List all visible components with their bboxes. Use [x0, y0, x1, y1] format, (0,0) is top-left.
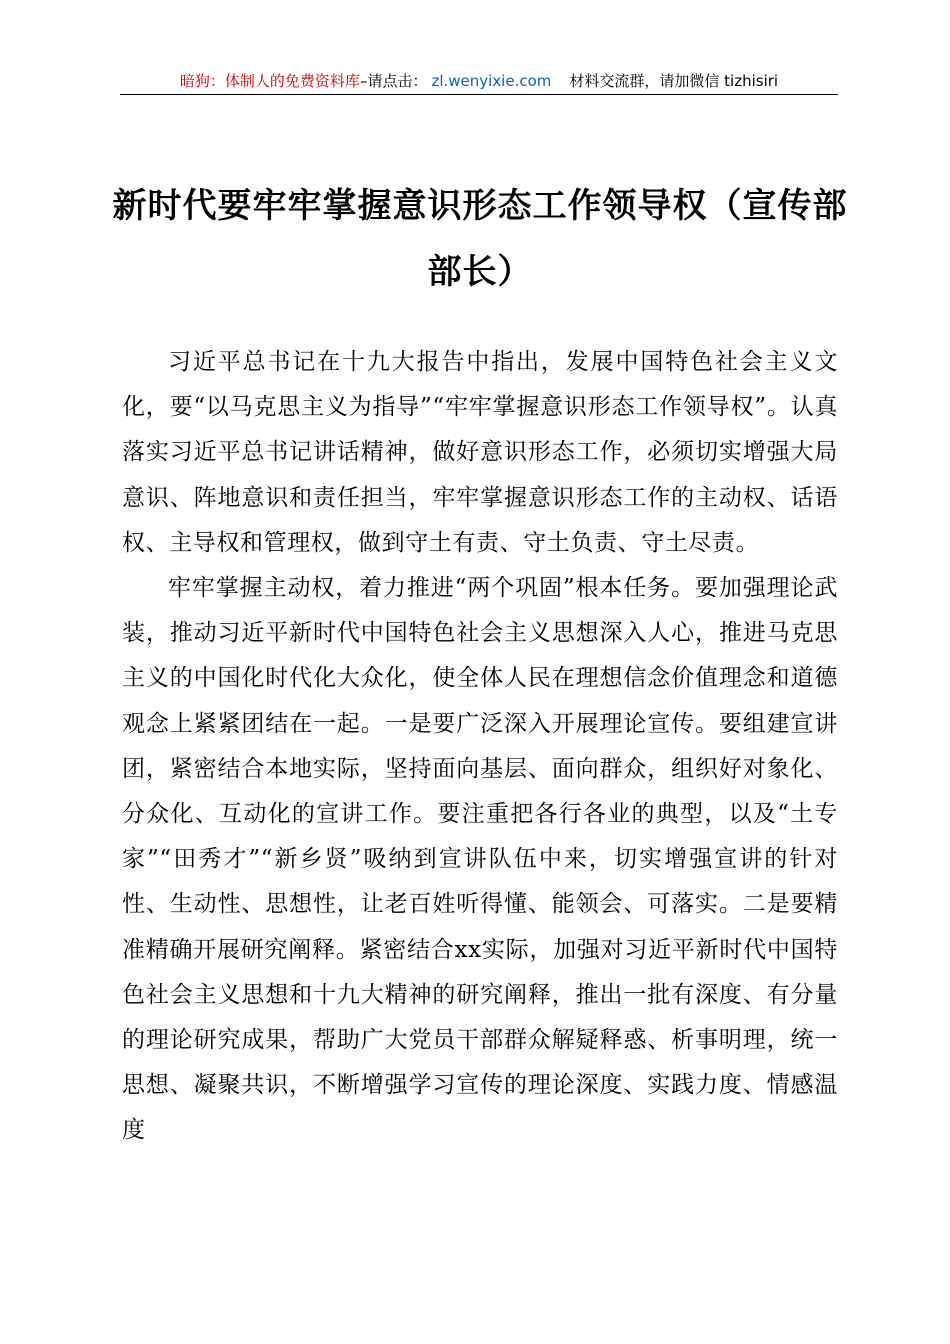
- header-brand: 暗狗：体制人的免费资料库: [179, 72, 360, 90]
- header-site-link[interactable]: zl.wenyixie.com: [431, 72, 552, 90]
- header-click-prompt: –请点击：: [359, 72, 428, 90]
- document-body: [122, 340, 838, 1154]
- document-title: 新时代要牢牢掌握意识形态工作领导权（宣传部部长）: [112, 185, 848, 292]
- paragraph: 牢牢掌握主动权，着力推进“两个巩固”根本任务。要加强理论武装，推动习近平新时代中国特色社会主义思想深入人心，推进马克思主义的中国化时代化大众化，使全体人民在理想信念价值理念和道德观念上紧紧团结在一起。一是要广泛深入开展理论宣传。要组建宣讲团，紧密结合本地实际，坚持面向基层、面向群众，组织好对象化、分众化、互动化的宣讲工作。要注重把各行各业的典型，以及“土专家”“田秀才”“新乡贤”吸纳到宣讲队伍中来，切实增强宣讲的针对性、生动性、思想性，让老百姓听得懂、能领会、可落实。二是要精准精确开展研究阐释。紧密结合xx实际，加强对习近平新时代中国特色社会主义思想和十九大精神的研究阐释，推出一批有深度、有分量的理论研究成果，帮助广大党员干部群众解疑释惑、析事明理，统一思想、凝聚共识，不断增强学习宣传的理论深度、实践力度、情感温度: [122, 575, 838, 1144]
- page-header: [120, 68, 838, 95]
- header-contact: 材料交流群，请加微信 tizhisiri: [569, 72, 779, 90]
- paragraph: 习近平总书记在十九大报告中指出，发展中国特色社会主义文化，要“以马克思主义为指导”“牢牢掌握意识形态工作领导权”。认真落实习近平总书记讲话精神，做好意识形态工作，必须切实增强大局意识、阵地意识和责任担当，牢牢掌握意识形态工作的主动权、话语权、主导权和管理权，做到守土有责、守土负责、守土尽责。: [122, 349, 838, 556]
